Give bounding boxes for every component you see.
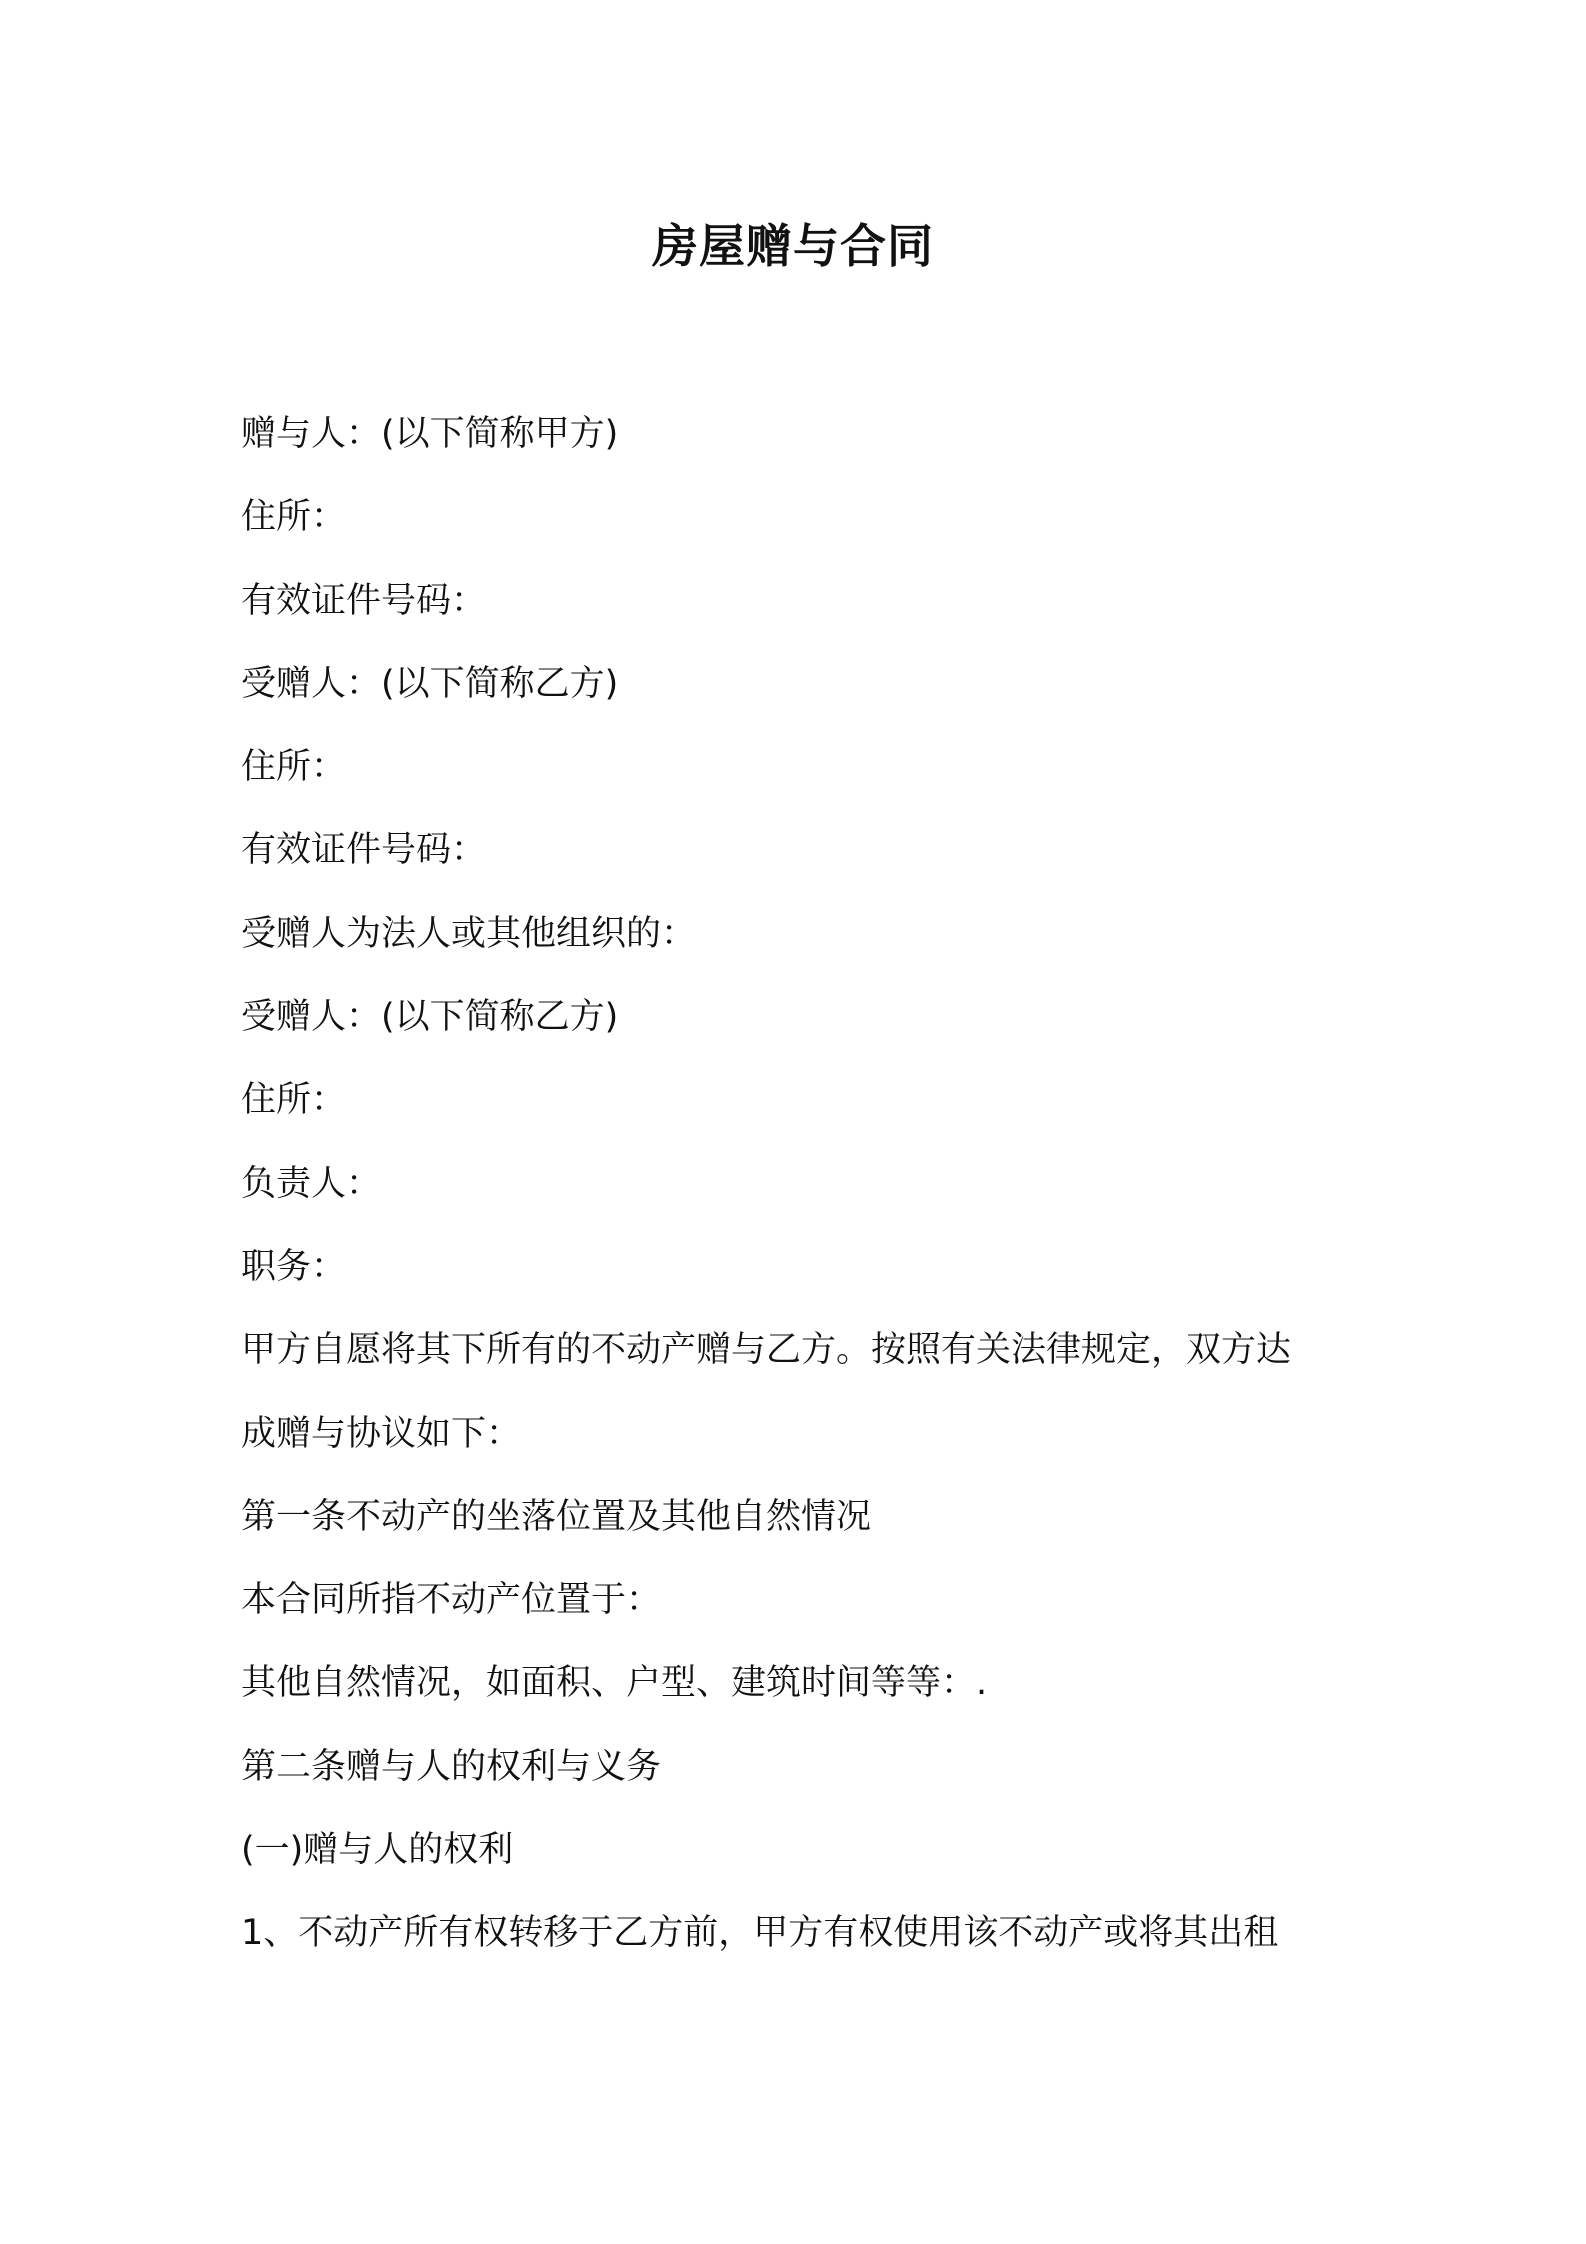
document-title: 房屋赠与合同: [652, 219, 934, 273]
text-line: 受赠人：(以下简称乙方): [241, 997, 619, 1038]
text-line: (一)赠与人的权利: [241, 1830, 514, 1871]
text-line: 受赠人：(以下简称乙方): [241, 663, 619, 704]
text-line: 1、不动产所有权转移于乙方前，甲方有权使用该不动产或将其出租: [241, 1913, 1279, 1954]
text-line: 受赠人为法人或其他组织的：: [241, 913, 697, 954]
text-line: 负责人：: [241, 1163, 382, 1204]
text-line: 有效证件号码：: [241, 580, 487, 621]
text-line: 本合同所指不动产位置于：: [241, 1580, 662, 1621]
text-line: 住所：: [241, 747, 347, 788]
text-line: 有效证件号码：: [241, 830, 487, 871]
text-line: 第一条不动产的坐落位置及其他自然情况: [241, 1496, 872, 1537]
document-body: [241, 402, 1371, 1985]
text-line: 住所：: [241, 1080, 347, 1121]
text-line: 甲方自愿将其下所有的不动产赠与乙方。按照有关法律规定，双方达: [241, 1330, 1292, 1371]
text-line: 职务：: [241, 1246, 347, 1287]
text-line: 成赠与协议如下：: [241, 1413, 522, 1454]
text-line: 住所：: [241, 497, 347, 538]
text-line: 其他自然情况，如面积、户型、建筑时间等等：.: [241, 1663, 988, 1704]
text-line: 第二条赠与人的权利与义务: [241, 1746, 662, 1787]
text-line: 赠与人：(以下简称甲方): [241, 414, 619, 454]
